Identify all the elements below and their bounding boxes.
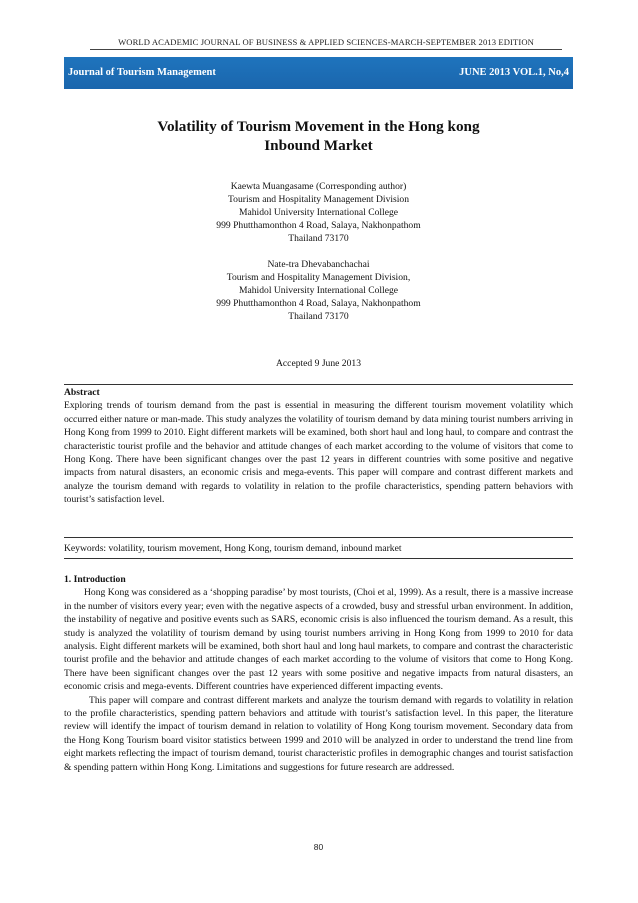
author-2-name: Nate-tra Dhevabanchachai [267,259,370,270]
author-2-address: 999 Phutthamonthon 4 Road, Salaya, Nakhonpathom [216,298,421,309]
journal-bar [64,57,573,89]
journal-name: Journal of Tourism Management [68,67,216,78]
paper-title [64,117,573,155]
title-line-2: Inbound Market [264,137,373,154]
running-header: WORLD ACADEMIC JOURNAL OF BUSINESS & APPLIED SCIENCES-MARCH-SEPTEMBER 2013 EDITION [118,37,534,47]
introduction-heading: 1. Introduction [64,574,126,585]
keywords-rule [64,558,573,559]
introduction-section [64,573,573,774]
journal-issue: JUNE 2013 VOL.1, No,4 [459,67,569,78]
author-1 [64,180,573,245]
keywords: Keywords: volatility, tourism movement, Hong Kong, tourism demand, inbound market [64,543,402,554]
author-2-institution: Mahidol University International College [238,285,399,296]
abstract-text: Exploring trends of tourism demand from the past is essential in measuring the different tourism movement volatility which occurred either nature or man-made. This study analyzes the volatility of tourism demand by data mining tourist numbers arriving in Hong Kong from 1999 to 2010. Eight different markets will be examined, both short haul and long haul, to compare and contrast the characteristic tourist profile and the behavior and attitude changes of each market according to the volume of visitors that come to Hong Kong. There have been significant changes over the past 12 years in different countries with some positive and negative impacts from natural disasters, an economic crisis and mega-events. This paper will compare and contrast different markets and analyze the tourism demand with regards to volatility in relation to the profile characteristics, spending pattern behaviors with tourist’s satisfaction level. [64,400,573,506]
author-1-dept: Tourism and Hospitality Management Division [227,194,410,205]
abstract-heading: Abstract [64,387,100,398]
abstract-bottom-rule [64,537,573,538]
abstract-section [64,386,573,507]
author-1-name: Kaewta Muangasame (Corresponding author) [230,181,407,192]
header-rule [90,49,562,50]
author-block [64,180,573,323]
abstract-top-rule [64,384,573,385]
author-1-country: Thailand 73170 [288,233,349,244]
author-2-dept: Tourism and Hospitality Management Division, [226,272,411,283]
author-1-address: 999 Phutthamonthon 4 Road, Salaya, Nakhonpathom [216,220,421,231]
author-2-country: Thailand 73170 [288,311,349,322]
accepted-date: Accepted 9 June 2013 [276,358,361,369]
author-1-institution: Mahidol University International College [238,207,399,218]
introduction-paragraph-2: This paper will compare and contrast different markets and analyze the tourism demand with regards to volatility in relation to the profile characteristics, spending pattern behaviors and attitude with tourist’s satisfaction level. In this paper, the literature review will identify the impact of tourism demand in relation to volatility of Hong Kong tourism movement. Secondary data from the Hong Kong Tourism board visitor statistics between 1999 and 2010 will be analyzed in order to understand the trend line from eight markets reflecting the impact of tourism demand, tourist characteristic profiles in demographic changes and tourist satisfaction & spending pattern within Hong Kong. Limitations and suggestions for future research are addressed. [64,694,573,773]
page-number: 80 [313,842,324,852]
author-2 [64,258,573,323]
introduction-paragraph-1: Hong Kong was considered as a ‘shopping paradise’ by most tourists, (Choi et al, 1999). As a result, there is a massive increase in the number of visitors every year; even with the negative aspects of a crowded, busy and stressful urban environment. In addition, the instability of negative and positive events such as SARS, economic crisis is also influenced the tourism demand. As a result, this study is analyzed the volatility of tourism demand by using tourist numbers arriving in Hong Kong from 1999 to 2010 for data analysis. Eight different markets will be examined, both short haul and long haul markets, to compare and contrast the characteristic tourist profile and the behavior and attitude changes of each market according to the volume of visitors that come to Hong Kong. There have been significant changes over the past 12 years with some positive and negative impacts from natural disasters, an economic crisis and mega-events. Different countries have experienced different impacting events. [64,587,573,693]
title-line-1: Volatility of Tourism Movement in the Hong kong [157,118,480,135]
